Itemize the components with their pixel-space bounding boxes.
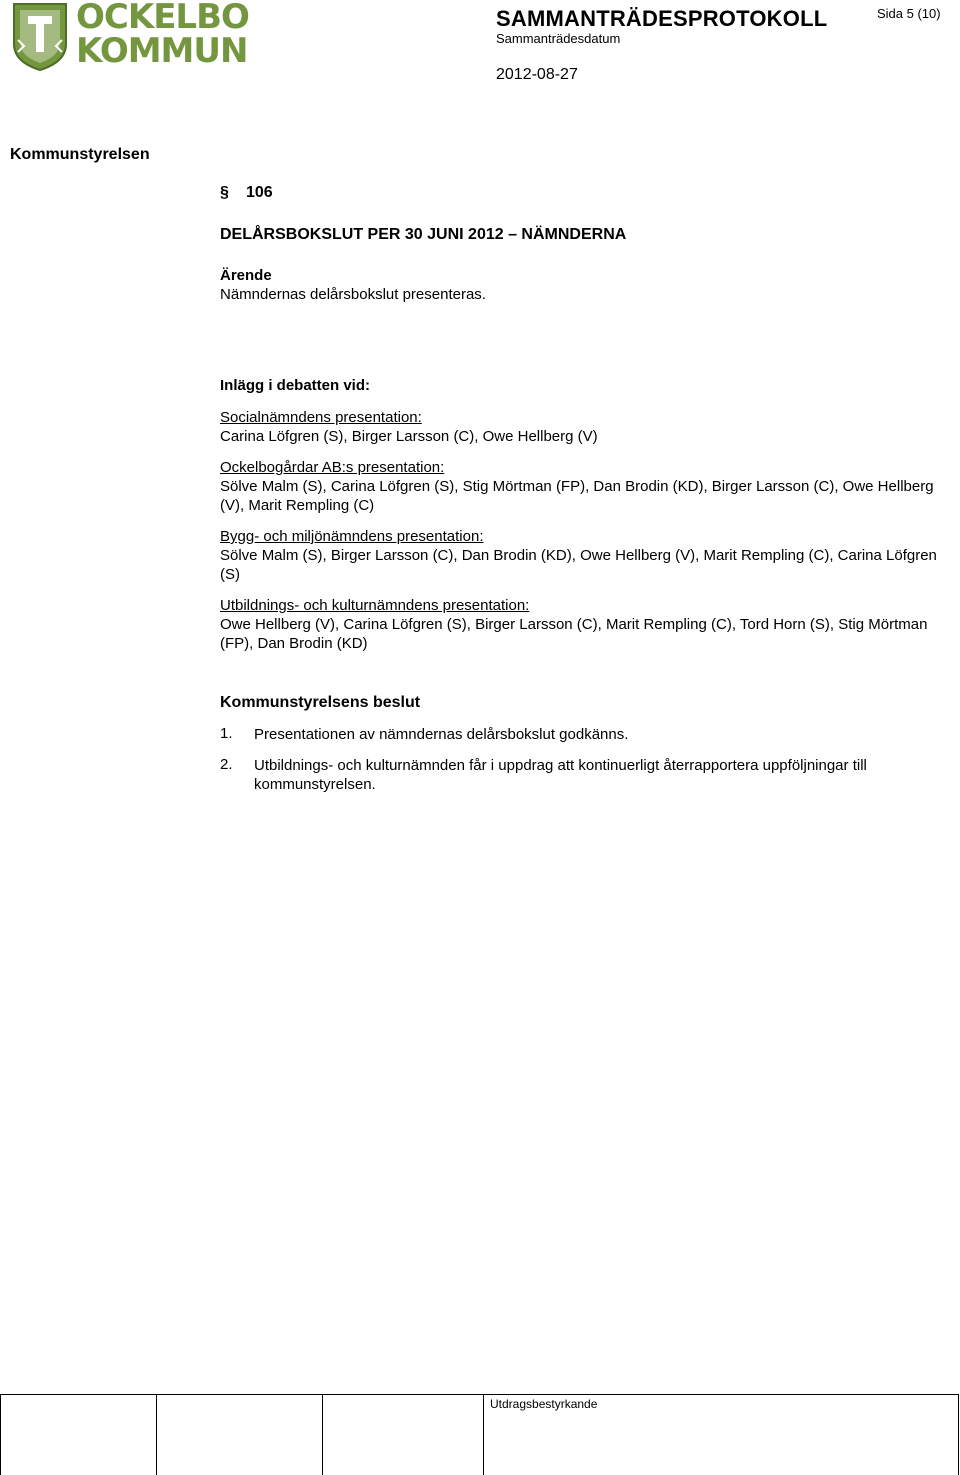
debate-group — [220, 458, 950, 515]
meeting-date-label: Sammanträdesdatum — [496, 31, 621, 46]
debate-group — [220, 596, 950, 653]
decision-heading: Kommunstyrelsens beslut — [220, 694, 421, 711]
logo-line-1: OCKELBO — [76, 0, 249, 37]
debate-group-title: Utbildnings- och kulturnämndens presentation: — [220, 597, 530, 614]
page-number: Sida 5 (10) — [877, 6, 941, 21]
decision-item-text: Utbildnings- och kulturnämnden får i uppdrag att kontinuerligt återrapportera uppföljningar till kommunstyrelsen. — [254, 757, 867, 793]
debate-group — [220, 527, 950, 584]
signature-table — [0, 1394, 959, 1475]
signature-cell — [322, 1395, 484, 1475]
decision-item-number: 2. — [220, 756, 233, 773]
signature-cell — [156, 1395, 323, 1475]
logo-line-2: KOMMUN — [76, 31, 248, 71]
decision-item-number: 1. — [220, 725, 233, 742]
organ-name: Kommunstyrelsen — [10, 146, 150, 163]
debate-group-names: Sölve Malm (S), Carina Löfgren (S), Stig Mörtman (FP), Dan Brodin (KD), Birger Larsson (C), Owe Hellberg (V), Marit Rempling (C) — [220, 478, 934, 514]
debate-group — [220, 408, 950, 446]
debate-heading: Inlägg i debatten vid: — [220, 377, 371, 394]
arende-text: Nämndernas delårsbokslut presenteras. — [220, 286, 486, 303]
certification-label: Utdragsbestyrkande — [490, 1397, 598, 1411]
municipality-logo — [10, 0, 249, 72]
decision-item-text: Presentationen av nämndernas delårsbokslut godkänns. — [254, 726, 629, 743]
debate-group-title: Bygg- och miljönämndens presentation: — [220, 528, 484, 545]
signature-cell — [1, 1395, 157, 1475]
paragraph-symbol: § — [220, 184, 229, 201]
coat-of-arms-icon — [10, 0, 70, 72]
debate-group-title: Socialnämndens presentation: — [220, 409, 422, 426]
debate-group-names: Owe Hellberg (V), Carina Löfgren (S), Birger Larsson (C), Marit Rempling (C), Tord Horn (S), Stig Mörtman (FP), Dan Brodin (KD) — [220, 616, 928, 652]
arende-heading: Ärende — [220, 267, 272, 284]
protocol-title: SAMMANTRÄDESPROTOKOLL — [496, 6, 828, 31]
section-title: DELÅRSBOKSLUT PER 30 JUNI 2012 – NÄMNDERNA — [220, 226, 627, 243]
section-number: 106 — [246, 184, 273, 201]
meeting-date: 2012-08-27 — [496, 66, 578, 83]
debate-group-title: Ockelbogårdar AB:s presentation: — [220, 459, 445, 476]
debate-group-names: Carina Löfgren (S), Birger Larsson (C), Owe Hellberg (V) — [220, 428, 598, 445]
debate-group-names: Sölve Malm (S), Birger Larsson (C), Dan Brodin (KD), Owe Hellberg (V), Marit Rempling (C), Carina Löfgren (S) — [220, 547, 937, 583]
